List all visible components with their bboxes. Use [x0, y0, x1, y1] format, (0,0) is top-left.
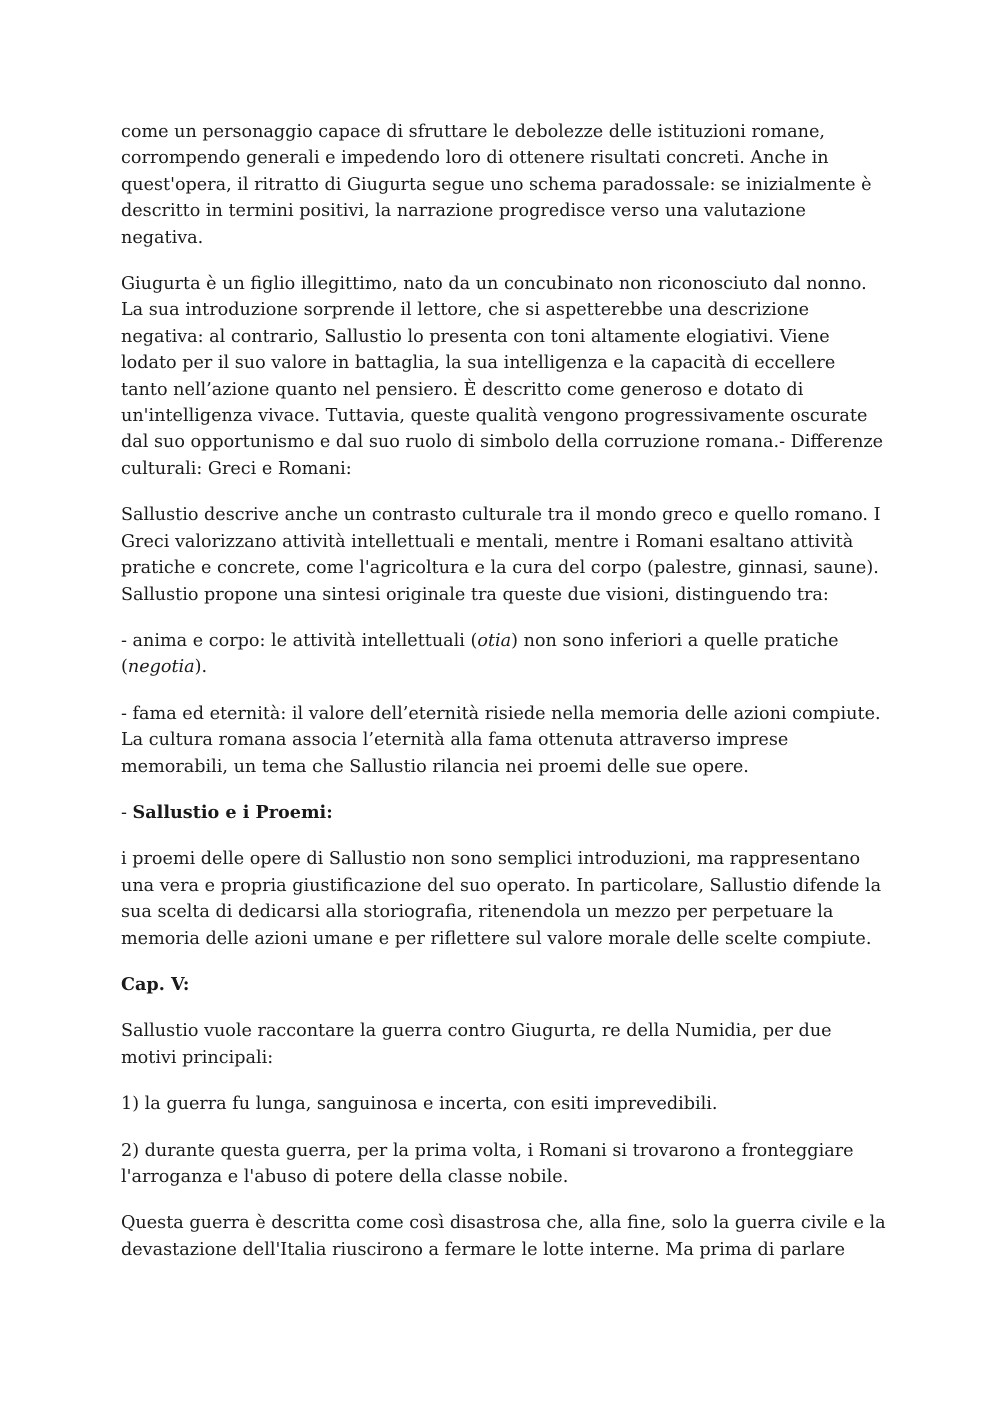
paragraph-reason-1: 1) la guerra fu lunga, sanguinosa e incerta, con esiti imprevedibili.: [121, 1094, 718, 1115]
paragraph-jugurtha-portrait: Giugurta è un figlio illegittimo, nato da un concubinato non riconosciuto dal nonno. La sua introduzione sorprende il lettore, che si aspetterebbe una descrizione negativa: al contrario, Sallustio lo presenta con toni altamente elogiativi. Viene lodato per il suo valore in battaglia, la sua intelligenza e la capacità di eccellere tanto nell’azione quanto nel pensiero. È descritto come generoso e dotato di un'intelligenza vivace. Tuttavia, queste qualità vengono progressivamente oscurate dal suo opportunismo e dal suo ruolo di simbolo della corruzione romana.- Differenze culturali: Greci e Romani:: [121, 274, 884, 479]
heading-bold-text: Sallustio e i Proemi:: [132, 801, 333, 823]
italic-term-negotia: negotia: [127, 657, 195, 678]
section-heading-cap-v: [121, 972, 886, 998]
text-segment: ).: [194, 657, 208, 678]
paragraph-fame-eternity: - fama ed eternità: il valore dell’eternità risiede nella memoria delle azioni compiute. La cultura romana associa l’eternità alla fama ottenuta attraverso imprese memorabili, un tema che Sallustio rilancia nei proemi delle sue opere.: [121, 703, 881, 777]
heading-prefix: -: [121, 802, 133, 823]
paragraph-proemi: i proemi delle opere di Sallustio non sono semplici introduzioni, ma rappresentano una vera e propria giustificazione del suo operato. In particolare, Sallustio difende la sua scelta di dedicarsi alla storiografia, ritenendola un mezzo per perpetuare la memoria delle azioni umane e per riflettere sul valore morale delle scelte compiute.: [121, 849, 882, 949]
document-page: [121, 119, 886, 1283]
text-segment: ) non sono inferiori a quelle pratiche (: [121, 630, 839, 678]
section-heading-proemi: [121, 800, 886, 826]
text-segment: - anima e corpo: le attività intellettuali (: [121, 630, 478, 651]
paragraph-reason-2: 2) durante questa guerra, per la prima volta, i Romani si trovarono a fronteggiare l'arroganza e l'abuso di potere della classe nobile.: [121, 1140, 854, 1187]
heading-bold-text: Cap. V:: [121, 973, 190, 995]
paragraph-greeks-romans: Sallustio descrive anche un contrasto culturale tra il mondo greco e quello romano. I Greci valorizzano attività intellettuali e mentali, mentre i Romani esaltano attività pratiche e concrete, come l'agricoltura e la cura del corpo (palestre, ginnasi, saune). Sallustio propone una sintesi originale tra queste due visioni, distinguendo tra:: [121, 505, 881, 605]
paragraph-soul-body: [121, 628, 886, 681]
italic-term-otia: otia: [477, 630, 512, 651]
paragraph-war-conclusion: Questa guerra è descritta come così disastrosa che, alla fine, solo la guerra civile e la devastazione dell'Italia riuscirono a fermare le lotte interne. Ma prima di parlare: [121, 1213, 886, 1260]
paragraph-jugurtha-intro: come un personaggio capace di sfruttare le debolezze delle istituzioni romane, corrompendo generali e impedendo loro di ottenere risultati concreti. Anche in quest'opera, il ritratto di Giugurta segue uno schema paradossale: se inizialmente è descritto in termini positivi, la narrazione progredisce verso una valutazione negativa.: [121, 122, 872, 248]
paragraph-reasons-intro: Sallustio vuole raccontare la guerra contro Giugurta, re della Numidia, per due motivi principali:: [121, 1021, 832, 1068]
